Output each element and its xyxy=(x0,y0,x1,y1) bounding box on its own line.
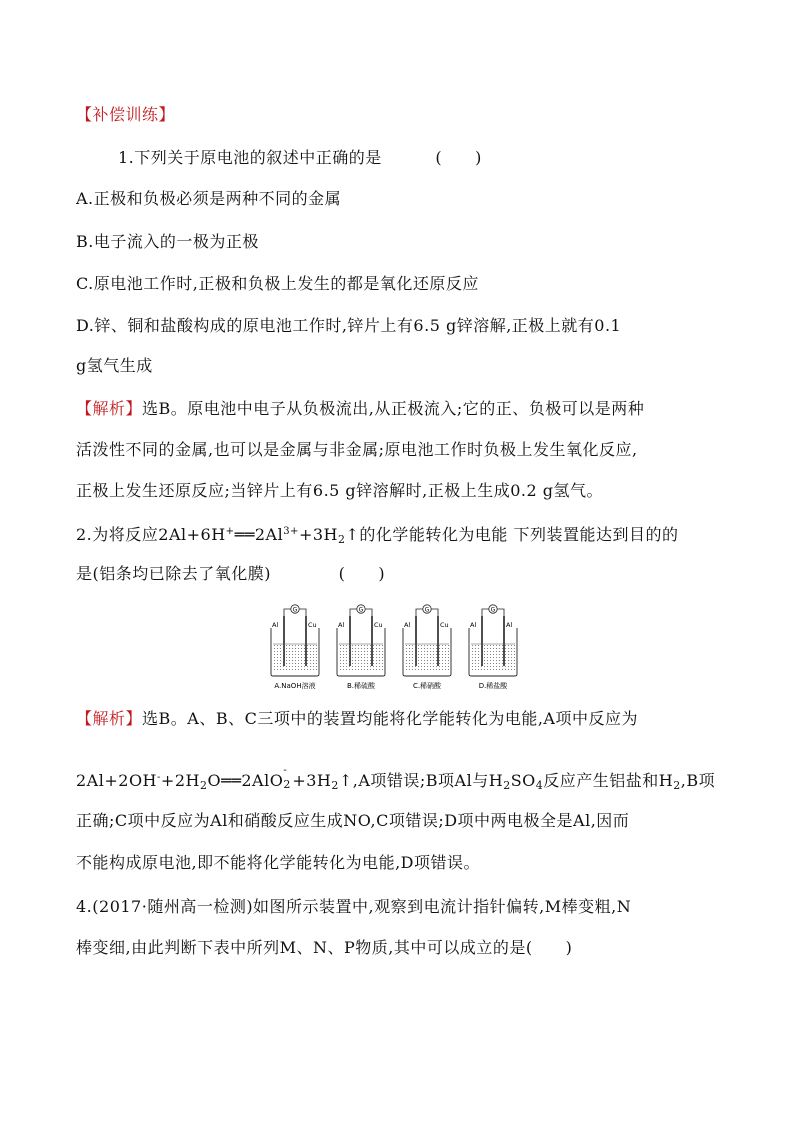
electrolyte xyxy=(405,644,449,672)
eq-part-c: O══2AlO xyxy=(207,771,284,790)
cell-3 xyxy=(403,605,451,690)
galvanometer-label: G xyxy=(358,606,364,614)
left-electrode-label: Al xyxy=(338,621,345,629)
q1-option-d: D.锌、铜和盐酸构成的原电池工作时,锌片上有6.5 g锌溶解,正极上就有0.1 xyxy=(76,316,622,335)
eq-sup-2: - xyxy=(283,765,288,776)
eq-ion-charge xyxy=(283,765,292,791)
cell-caption: C.稀硝酸 xyxy=(412,682,442,690)
eq-part-g: 反应产生铝盐和H xyxy=(543,771,674,790)
right-electrode-label: Cu xyxy=(440,621,449,629)
eq-sub-5: 4 xyxy=(535,779,544,792)
q1-option-c: C.原电池工作时,正极和负极上发生的都是氧化还原反应 xyxy=(76,274,479,293)
electrolyte xyxy=(339,644,383,672)
wire-left xyxy=(416,609,423,616)
eq-part-b: +2H xyxy=(160,771,200,790)
eq-sub-3: 2 xyxy=(331,779,339,792)
q1-stem xyxy=(118,147,482,169)
wire-right xyxy=(497,609,504,616)
eq-sub-6: 2 xyxy=(673,779,681,792)
wire-right xyxy=(365,609,372,616)
wire-right xyxy=(299,609,306,616)
q2-analysis-equation xyxy=(76,767,715,797)
q1-option-a: A.正极和负极必须是两种不同的金属 xyxy=(76,189,342,208)
galvanometer-label: G xyxy=(292,606,298,614)
cell-2 xyxy=(337,605,385,690)
eq-part-e: ↑,A项错误;B项Al与H xyxy=(338,771,504,790)
right-electrode-label: Cu xyxy=(374,621,383,629)
eq-sub-4: 2 xyxy=(503,779,511,792)
left-electrode-label: Al xyxy=(272,621,279,629)
q4-stem-line-1: 4.(2017·随州高一检测)如图所示装置中,观察到电流计指针偏转,M棒变粗,N xyxy=(76,897,632,916)
left-electrode-label: Al xyxy=(404,621,411,629)
eq-sub-1: 2 xyxy=(199,779,208,792)
q2-analysis-label: 【解析】 xyxy=(76,709,143,728)
wire-left xyxy=(284,609,291,616)
electrolyte xyxy=(471,644,515,672)
cell-1 xyxy=(271,605,319,690)
q1-answer-paren: ( ) xyxy=(435,148,482,167)
eq-part-d: +3H xyxy=(292,771,332,790)
q1-option-b: B.电子流入的一极为正极 xyxy=(76,232,259,251)
q2-stem-line-2-text: 是(铝条均已除去了氧化膜) xyxy=(76,564,271,583)
q1-stem-text: 1.下列关于原电池的叙述中正确的是 xyxy=(118,148,382,167)
galvanometer-label: G xyxy=(424,606,430,614)
eq-part-h: ,B项 xyxy=(680,771,716,790)
q2-stem-sup-1: + xyxy=(225,526,235,537)
galvanic-cells-figure xyxy=(266,602,528,694)
q2-stem-sub: 2 xyxy=(337,533,346,546)
electrolyte xyxy=(273,644,317,672)
q2-analysis-line-1 xyxy=(76,708,638,730)
q1-option-d-cont: g氢气生成 xyxy=(76,356,153,375)
q2-analysis-line-4: 不能构成原电池,即不能将化学能转化为电能,D项错误。 xyxy=(76,853,481,872)
cell-4 xyxy=(469,605,517,690)
q2-answer-paren: ( ) xyxy=(338,564,386,583)
left-electrode-label: Al xyxy=(470,621,477,629)
q4-stem-line-2: 棒变细,由此判断下表中所列M、N、P物质,其中可以成立的是( ) xyxy=(76,938,573,957)
q2-analysis-line-3: 正确;C项中反应为Al和硝酸反应生成NO,C项错误;D项中两电极全是Al,因而 xyxy=(76,811,630,830)
q2-stem-part-a: 2.为将反应2Al+6H xyxy=(76,525,226,544)
wire-right xyxy=(431,609,438,616)
q2-stem-part-d: ↑的化学能转化为电能 下列装置能达到目的的 xyxy=(345,525,679,544)
eq-part-f: SO xyxy=(510,771,536,790)
section-title: 【补偿训练】 xyxy=(76,105,176,124)
galvanometer-label: G xyxy=(490,606,496,614)
q2-stem-part-b: ══2Al xyxy=(234,525,284,544)
q1-analysis-line-3: 正极上发生还原反应;当锌片上有6.5 g锌溶解时,正极上生成0.2 g氢气。 xyxy=(76,481,604,500)
wire-left xyxy=(350,609,357,616)
q2-stem-sup-2: 3+ xyxy=(283,526,299,537)
right-electrode-label: Al xyxy=(506,621,513,629)
wire-left xyxy=(482,609,489,616)
cell-caption: D.稀盐酸 xyxy=(478,682,508,690)
q2-stem-part-c: +3H xyxy=(298,525,338,544)
q1-analysis-label: 【解析】 xyxy=(76,399,143,418)
q2-analysis-text-1: 选B。A、B、C三项中的装置均能将化学能转化为电能,A项中反应为 xyxy=(142,709,638,728)
q2-stem-line-1 xyxy=(76,521,678,551)
q1-analysis-line-2: 活泼性不同的金属,也可以是金属与非金属;原电池工作时负极上发生氧化反应, xyxy=(76,440,638,459)
eq-sup-1: - xyxy=(157,772,161,783)
q2-stem-line-2 xyxy=(76,563,385,585)
cell-caption: A.NaOH溶液 xyxy=(274,682,316,690)
q1-analysis-text-1: 选B。原电池中电子从负极流出,从正极流入;它的正、负极可以是两种 xyxy=(142,399,645,418)
right-electrode-label: Cu xyxy=(308,621,317,629)
eq-part-a: 2Al+2OH xyxy=(76,771,158,790)
cell-caption: B.稀硫酸 xyxy=(346,682,376,690)
eq-sub-2: 2 xyxy=(283,778,291,791)
q1-analysis-line-1 xyxy=(76,398,644,420)
